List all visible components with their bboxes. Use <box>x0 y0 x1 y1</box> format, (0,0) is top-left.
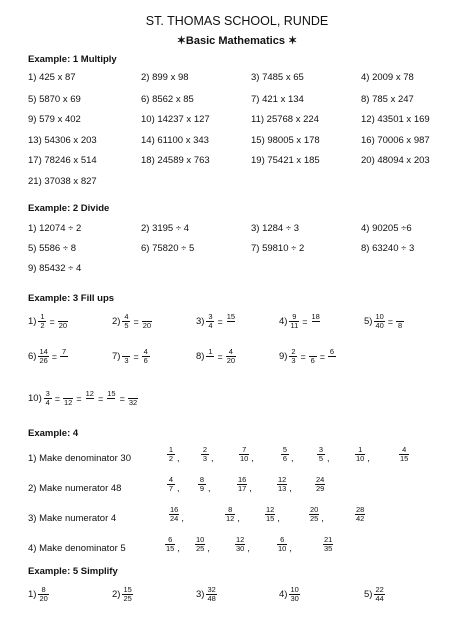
section-heading-divide: Example: 2 Divide <box>28 203 110 214</box>
fraction: $\frac{1}{2}$ <box>40 312 45 330</box>
fraction-item: $\frac{24}{29}$ <box>316 475 325 493</box>
divide-item: 3) 1284 ÷ 3 <box>251 223 299 234</box>
multiply-item: 11) 25768 x 224 <box>251 114 319 125</box>
multiply-item: 15) 98005 x 178 <box>251 135 320 146</box>
simplify-item: 3) $\frac{32}{48}$ <box>196 585 216 603</box>
fraction-item: $\frac{3}{5}$ , <box>318 445 330 463</box>
fill-up-q1: 1) $\frac{1}{2}$ = 20 <box>28 312 68 330</box>
fraction-item: $\frac{12}{15}$ , <box>266 505 280 523</box>
multiply-item: 4) 2009 x 78 <box>361 72 414 83</box>
divide-item: 5) 5586 ÷ 8 <box>28 243 76 254</box>
fill-up-q8: 8) 1 = $\frac{4}{20}$ <box>196 347 236 365</box>
instruction-row-1: 1) Make denominator 30 <box>28 453 131 464</box>
fraction-item: $\frac{12}{30}$ , <box>236 535 250 553</box>
multiply-item: 17) 78246 x 514 <box>28 155 97 166</box>
fraction-item: $\frac{16}{17}$ , <box>238 475 252 493</box>
fraction-item: $\frac{1}{10}$ , <box>356 445 370 463</box>
divide-item: 4) 90205 ÷6 <box>361 223 412 234</box>
fill-up-q10: 10) $\frac{3}{4}$ = 12 = 12 = 15 = 32 <box>28 389 138 407</box>
fraction-item: $\frac{16}{24}$ , <box>170 505 184 523</box>
fraction-item: $\frac{12}{13}$ , <box>278 475 292 493</box>
simplify-item: 1) $\frac{8}{20}$ <box>28 585 48 603</box>
question-number: 1) <box>28 316 37 327</box>
multiply-item: 3) 7485 x 65 <box>251 72 304 83</box>
instruction-row-3: 3) Make numerator 4 <box>28 513 117 524</box>
fraction-item: $\frac{21}{35}$ <box>324 535 333 553</box>
multiply-item: 21) 37038 x 827 <box>28 176 97 187</box>
fraction-item: $\frac{6}{15}$ , <box>166 535 180 553</box>
fraction-item: $\frac{1}{2}$ , <box>168 445 180 463</box>
multiply-item: 14) 61100 x 343 <box>141 135 209 146</box>
fraction-item: $\frac{8}{12}$ , <box>226 505 240 523</box>
fraction-item: $\frac{6}{10}$ , <box>278 535 292 553</box>
multiply-item: 13) 54306 x 203 <box>28 135 97 146</box>
divide-item: 8) 63240 ÷ 3 <box>361 243 415 254</box>
fill-up-q7: 7) 3 = $\frac{4}{6}$ <box>112 347 148 365</box>
multiply-item: 9) 579 x 402 <box>28 114 81 125</box>
divide-item: 2) 3195 ÷ 4 <box>141 223 189 234</box>
section-heading-multiply: Example: 1 Multiply <box>28 54 117 65</box>
multiply-item: 16) 70006 x 987 <box>361 135 430 146</box>
multiply-item: 2) 899 x 98 <box>141 72 189 83</box>
multiply-item: 1) 425 x 87 <box>28 72 76 83</box>
fraction-item: $\frac{4}{15}$ <box>400 445 409 463</box>
instruction-row-2: 2) Make numerator 48 <box>28 483 122 494</box>
subject-subtitle: ✶Basic Mathematics ✶ <box>176 35 298 47</box>
fill-up-q9: 9) $\frac{2}{3}$ = 6 = 6 <box>279 347 335 365</box>
divide-item: 1) 12074 ÷ 2 <box>28 223 82 234</box>
multiply-item: 12) 43501 x 169 <box>361 114 430 125</box>
fill-up-q2: 2) $\frac{4}{5}$ = 20 <box>112 312 152 330</box>
multiply-item: 20) 48094 x 203 <box>361 155 430 166</box>
section-heading-simplify: Example: 5 Simplify <box>28 566 118 577</box>
divide-item: 7) 59810 ÷ 2 <box>251 243 305 254</box>
fraction-item: $\frac{2}{3}$ , <box>202 445 214 463</box>
simplify-item: 2) $\frac{15}{25}$ <box>112 585 132 603</box>
section-heading-fill-ups: Example: 3 Fill ups <box>28 293 115 304</box>
multiply-item: 6) 8562 x 85 <box>141 94 194 105</box>
fill-up-q4: 4) $\frac{9}{11}$ = 18 <box>279 312 320 330</box>
fraction-item: $\frac{10}{25}$ , <box>196 535 210 553</box>
multiply-item: 5) 5870 x 69 <box>28 94 81 105</box>
fraction-item: $\frac{20}{25}$ , <box>310 505 324 523</box>
simplify-item: 5) $\frac{22}{44}$ <box>364 585 384 603</box>
fraction-blank: 20 <box>58 321 68 330</box>
fraction-item: $\frac{28}{42}$ <box>356 505 365 523</box>
fill-up-q6: 6) $\frac{14}{26}$ = 7 <box>28 347 67 365</box>
multiply-item: 7) 421 x 134 <box>251 94 304 105</box>
multiply-item: 18) 24589 x 763 <box>141 155 210 166</box>
school-title: ST. THOMAS SCHOOL, RUNDE <box>145 14 329 28</box>
simplify-item: 4) $\frac{10}{30}$ <box>279 585 299 603</box>
divide-item: 6) 75820 ÷ 5 <box>141 243 195 254</box>
multiply-item: 10) 14237 x 127 <box>141 114 210 125</box>
multiply-item: 19) 75421 x 185 <box>251 155 320 166</box>
fraction-item: $\frac{4}{7}$ , <box>168 475 180 493</box>
fraction-item: $\frac{8}{9}$ , <box>199 475 211 493</box>
fill-up-q3: 3) $\frac{3}{4}$ = 15 <box>196 312 236 330</box>
fraction-item: $\frac{5}{6}$ , <box>282 445 294 463</box>
fill-up-q5: 5) $\frac{10}{40}$ = 8 <box>364 312 403 330</box>
multiply-item: 8) 785 x 247 <box>361 94 414 105</box>
instruction-row-4: 4) Make denominator 5 <box>28 543 126 554</box>
fraction-item: $\frac{7}{10}$ , <box>240 445 254 463</box>
divide-item: 9) 85432 ÷ 4 <box>28 263 82 274</box>
section-heading-example-4: Example: 4 <box>28 428 79 439</box>
